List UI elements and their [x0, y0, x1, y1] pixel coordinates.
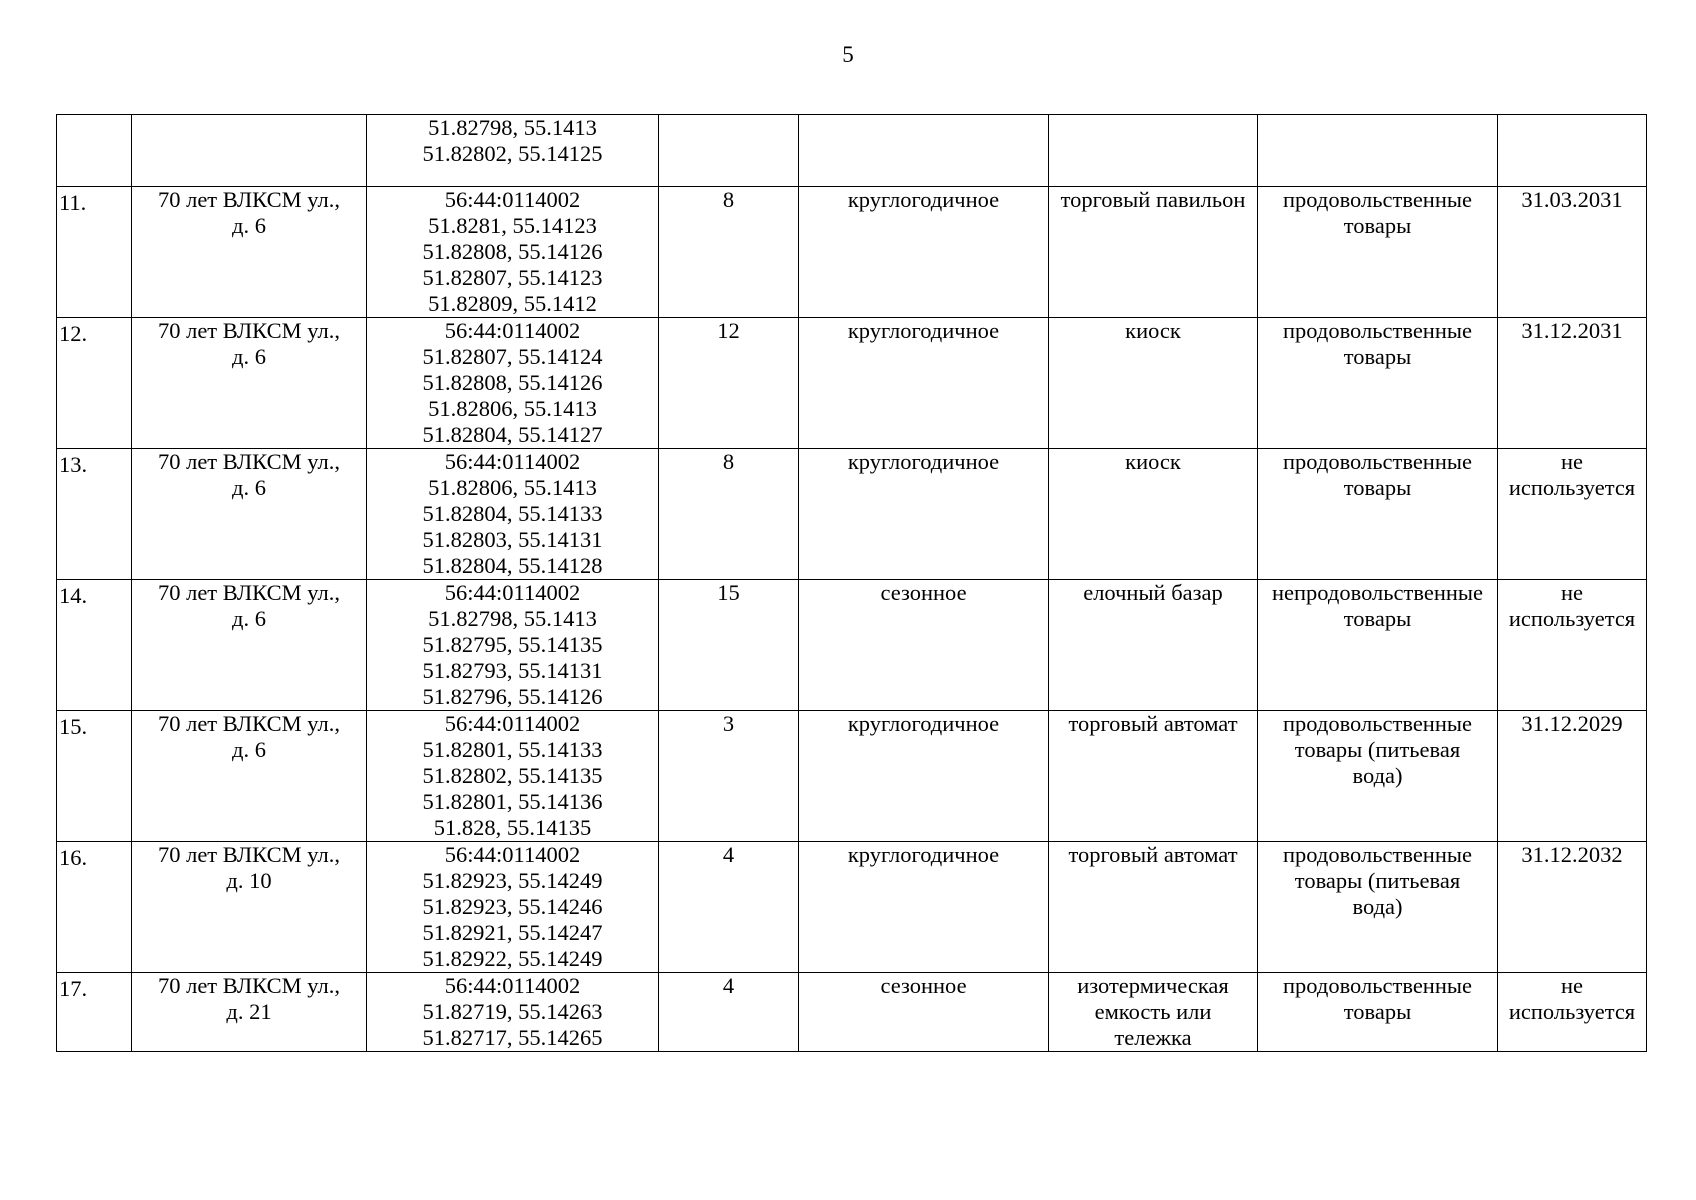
coordinates-cell [367, 842, 659, 973]
object-type-cell [1049, 187, 1258, 318]
specialization-line: товары [1343, 213, 1412, 238]
address-cell [132, 187, 367, 318]
address-line: 70 лет ВЛКСМ ул., [157, 711, 341, 736]
address-line: 70 лет ВЛКСМ ул., [157, 580, 341, 605]
specialization-cell [1258, 580, 1498, 711]
row-number-value: 12. [59, 321, 88, 346]
area-value: 8 [722, 449, 735, 474]
row-number-value: 16. [59, 845, 88, 870]
area-value: 4 [722, 973, 735, 998]
address-line: 70 лет ВЛКСМ ул., [157, 973, 341, 998]
object-type-line: торговый автомат [1068, 711, 1238, 736]
coordinates-line: 56:44:0114002 [444, 318, 581, 343]
coordinates-cell [367, 973, 659, 1052]
term-cell [1498, 318, 1647, 449]
term-line: не [1560, 449, 1584, 474]
coordinates-line: 51.82717, 55.14265 [422, 1025, 603, 1050]
period-value: круглогодичное [847, 187, 1000, 212]
term-line: используется [1508, 606, 1636, 631]
row-number-cell [57, 115, 132, 187]
coordinates-line: 51.82802, 55.14125 [422, 141, 603, 166]
period-value: круглогодичное [847, 711, 1000, 736]
area-cell [659, 449, 799, 580]
table-row [57, 318, 1647, 449]
address-line: 70 лет ВЛКСМ ул., [157, 318, 341, 343]
specialization-line: продовольственные [1283, 973, 1472, 998]
specialization-cell [1258, 842, 1498, 973]
area-cell [659, 842, 799, 973]
specialization-line: товары [1343, 999, 1412, 1024]
term-cell [1498, 973, 1647, 1052]
specialization-cell [1258, 187, 1498, 318]
period-cell [799, 842, 1049, 973]
term-line: используется [1508, 999, 1636, 1024]
address-cell [132, 842, 367, 973]
term-cell [1498, 187, 1647, 318]
object-type-line: торговый павильон [1060, 187, 1246, 212]
area-cell [659, 711, 799, 842]
specialization-line: продовольственные [1283, 711, 1472, 736]
object-type-cell [1049, 115, 1258, 187]
object-type-cell [1049, 318, 1258, 449]
table-row [57, 449, 1647, 580]
coordinates-line: 51.82793, 55.14131 [422, 658, 603, 683]
period-cell [799, 115, 1049, 187]
coordinates-line: 51.82802, 55.14135 [422, 763, 603, 788]
coordinates-line: 51.82803, 55.14131 [422, 527, 603, 552]
address-cell [132, 115, 367, 187]
period-cell [799, 973, 1049, 1052]
term-cell [1498, 580, 1647, 711]
address-cell [132, 973, 367, 1052]
address-cell [132, 318, 367, 449]
address-line: д. 6 [232, 213, 266, 238]
coordinates-line: 51.82801, 55.14136 [422, 789, 603, 814]
row-number-cell [57, 842, 132, 973]
coordinates-line: 51.82798, 55.1413 [428, 606, 597, 631]
term-line: используется [1508, 475, 1636, 500]
specialization-line: непродовольственные [1271, 580, 1483, 605]
row-number-value: 14. [59, 583, 88, 608]
table-row [57, 842, 1647, 973]
object-type-line: киоск [1125, 318, 1181, 343]
term-line: 31.03.2031 [1521, 187, 1623, 212]
period-value: круглогодичное [847, 318, 1000, 343]
coordinates-line: 51.82923, 55.14249 [422, 868, 603, 893]
period-value: круглогодичное [847, 842, 1000, 867]
area-cell [659, 318, 799, 449]
table-row [57, 115, 1647, 187]
period-cell [799, 318, 1049, 449]
coordinates-line: 51.82798, 55.1413 [428, 115, 597, 140]
specialization-line: продовольственные [1283, 187, 1472, 212]
object-type-line: торговый автомат [1068, 842, 1238, 867]
table-row [57, 711, 1647, 842]
specialization-line: товары [1343, 606, 1412, 631]
coordinates-cell [367, 580, 659, 711]
row-number-value: 15. [59, 714, 88, 739]
table-body [57, 115, 1647, 1052]
coordinates-line: 56:44:0114002 [444, 973, 581, 998]
period-value: круглогодичное [847, 449, 1000, 474]
coordinates-line: 51.82808, 55.14126 [422, 370, 603, 395]
specialization-cell [1258, 115, 1498, 187]
specialization-line: продовольственные [1283, 449, 1472, 474]
term-line: не [1560, 973, 1584, 998]
coordinates-cell [367, 115, 659, 187]
area-cell [659, 580, 799, 711]
coordinates-line: 51.82808, 55.14126 [422, 239, 603, 264]
coordinates-line: 56:44:0114002 [444, 187, 581, 212]
specialization-line: вода) [1352, 894, 1403, 919]
table-row [57, 580, 1647, 711]
row-number-value: 11. [59, 190, 87, 215]
coordinates-line: 51.82806, 55.1413 [428, 396, 597, 421]
coordinates-line: 51.82923, 55.14246 [422, 894, 603, 919]
coordinates-line: 56:44:0114002 [444, 580, 581, 605]
object-type-cell [1049, 973, 1258, 1052]
coordinates-line: 51.82807, 55.14124 [422, 344, 603, 369]
specialization-line: товары (питьевая [1294, 737, 1461, 762]
coordinates-cell [367, 187, 659, 318]
coordinates-line: 56:44:0114002 [444, 842, 581, 867]
row-number-cell [57, 973, 132, 1052]
specialization-cell [1258, 973, 1498, 1052]
area-value: 3 [722, 711, 735, 736]
area-value: 8 [722, 187, 735, 212]
coordinates-line: 51.82809, 55.1412 [428, 291, 597, 316]
period-value: сезонное [880, 973, 967, 998]
page-number: 5 [842, 42, 854, 67]
coordinates-line: 51.82719, 55.14263 [422, 999, 603, 1024]
coordinates-line: 51.82801, 55.14133 [422, 737, 603, 762]
specialization-cell [1258, 711, 1498, 842]
term-line: не [1560, 580, 1584, 605]
coordinates-cell [367, 449, 659, 580]
address-line: д. 10 [226, 868, 272, 893]
term-line: 31.12.2029 [1521, 711, 1623, 736]
address-line: 70 лет ВЛКСМ ул., [157, 187, 341, 212]
specialization-line: товары [1343, 475, 1412, 500]
period-cell [799, 187, 1049, 318]
object-type-line: изотермическая [1077, 973, 1229, 998]
table-row [57, 187, 1647, 318]
coordinates-line: 51.828, 55.14135 [433, 815, 592, 840]
address-line: д. 6 [232, 475, 266, 500]
coordinates-line: 51.82804, 55.14128 [422, 553, 603, 578]
specialization-cell [1258, 449, 1498, 580]
coordinates-cell [367, 711, 659, 842]
period-cell [799, 449, 1049, 580]
object-type-line: киоск [1125, 449, 1181, 474]
placement-table [56, 114, 1647, 1052]
object-type-line: тележка [1114, 1025, 1192, 1050]
address-line: д. 6 [232, 344, 266, 369]
coordinates-line: 51.82921, 55.14247 [422, 920, 603, 945]
coordinates-line: 51.82804, 55.14127 [422, 422, 603, 447]
row-number-cell [57, 711, 132, 842]
coordinates-line: 51.82806, 55.1413 [428, 475, 597, 500]
area-value: 4 [722, 842, 735, 867]
specialization-line: товары [1343, 344, 1412, 369]
row-number-cell [57, 580, 132, 711]
table-row [57, 973, 1647, 1052]
term-line: 31.12.2031 [1521, 318, 1623, 343]
specialization-line: продовольственные [1283, 318, 1472, 343]
term-cell [1498, 115, 1647, 187]
specialization-cell [1258, 318, 1498, 449]
term-line: 31.12.2032 [1521, 842, 1623, 867]
specialization-line: вода) [1352, 763, 1403, 788]
area-value: 12 [717, 318, 740, 343]
object-type-cell [1049, 449, 1258, 580]
term-cell [1498, 842, 1647, 973]
address-cell [132, 711, 367, 842]
coordinates-cell [367, 318, 659, 449]
area-value: 15 [717, 580, 740, 605]
object-type-line: емкость или [1094, 999, 1212, 1024]
term-cell [1498, 449, 1647, 580]
object-type-line: елочный базар [1083, 580, 1223, 605]
row-number-cell [57, 449, 132, 580]
area-cell [659, 115, 799, 187]
coordinates-line: 51.82795, 55.14135 [422, 632, 603, 657]
address-cell [132, 580, 367, 711]
coordinates-line: 51.82796, 55.14126 [422, 684, 603, 709]
coordinates-line: 51.8281, 55.14123 [428, 213, 597, 238]
row-number-value: 17. [59, 976, 88, 1001]
period-cell [799, 711, 1049, 842]
term-cell [1498, 711, 1647, 842]
area-cell [659, 187, 799, 318]
row-number-cell [57, 187, 132, 318]
period-value: сезонное [880, 580, 967, 605]
coordinates-line: 51.82807, 55.14123 [422, 265, 603, 290]
address-line: д. 21 [226, 999, 272, 1024]
specialization-line: товары (питьевая [1294, 868, 1461, 893]
object-type-cell [1049, 711, 1258, 842]
coordinates-line: 51.82922, 55.14249 [422, 946, 603, 971]
coordinates-line: 51.82804, 55.14133 [422, 501, 603, 526]
address-line: 70 лет ВЛКСМ ул., [157, 449, 341, 474]
address-cell [132, 449, 367, 580]
specialization-line: продовольственные [1283, 842, 1472, 867]
period-cell [799, 580, 1049, 711]
row-number-value: 13. [59, 452, 88, 477]
address-line: д. 6 [232, 606, 266, 631]
object-type-cell [1049, 580, 1258, 711]
address-line: д. 6 [232, 737, 266, 762]
area-cell [659, 973, 799, 1052]
address-line: 70 лет ВЛКСМ ул., [157, 842, 341, 867]
object-type-cell [1049, 842, 1258, 973]
row-number-cell [57, 318, 132, 449]
coordinates-line: 56:44:0114002 [444, 711, 581, 736]
coordinates-line: 56:44:0114002 [444, 449, 581, 474]
